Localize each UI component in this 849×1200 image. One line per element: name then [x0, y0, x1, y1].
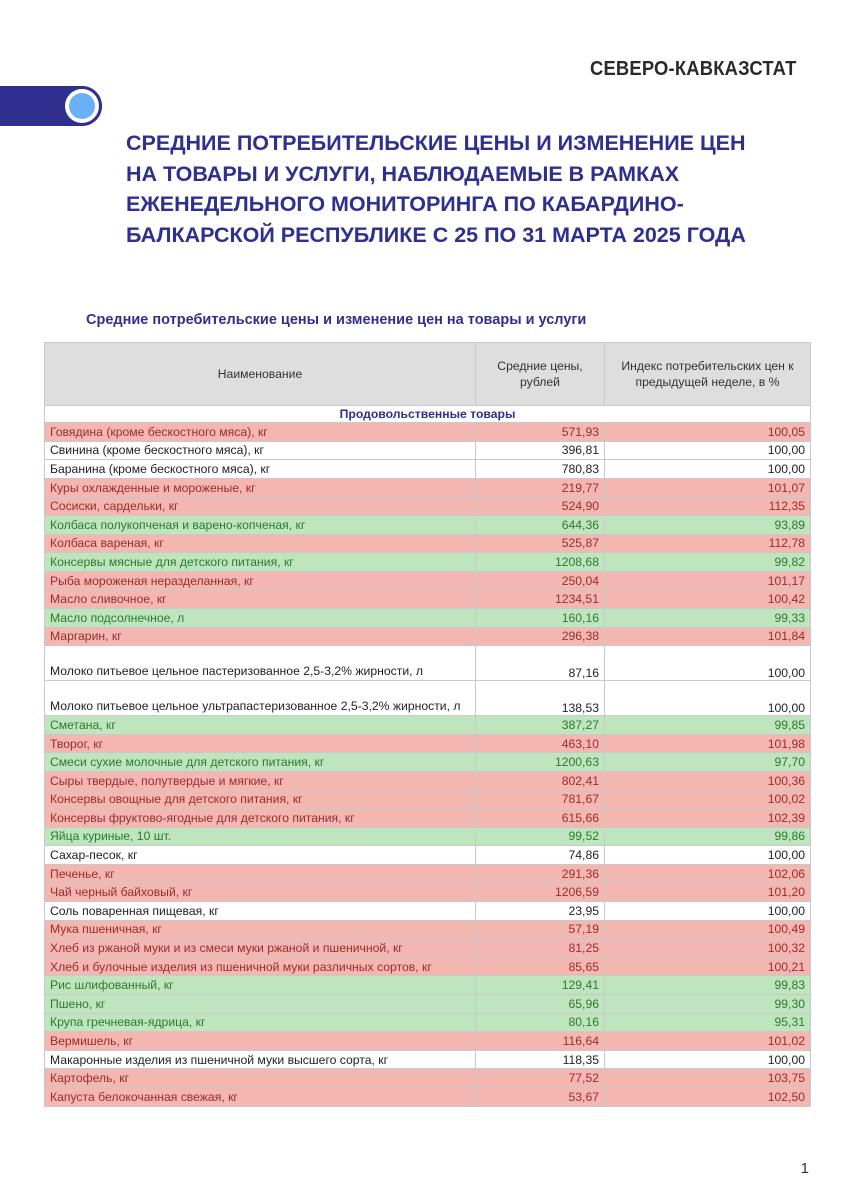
product-name: Сосиски, сардельки, кг: [45, 497, 476, 516]
product-name: Соль поваренная пищевая, кг: [45, 902, 476, 921]
table-row: [45, 681, 811, 716]
table-row: [45, 460, 811, 479]
document-title: СРЕДНИЕ ПОТРЕБИТЕЛЬСКИЕ ЦЕНЫ И ИЗМЕНЕНИЕ ЦЕН НА ТОВАРЫ И УСЛУГИ, НАБЛЮДАЕМЫЕ В РАМКАХ ЕЖЕНЕДЕЛЬНОГО МОНИТОРИНГА ПО КАБАРДИНО-БАЛКАРСКОЙ РЕСПУБЛИКЕ С 25 ПО 31 МАРТА 2025 ГОДА: [126, 131, 746, 247]
average-price: 1208,68: [476, 553, 605, 572]
price-index: 101,17: [605, 571, 811, 590]
price-index: 102,39: [605, 809, 811, 828]
average-price: 85,65: [476, 957, 605, 976]
table-row: [45, 753, 811, 772]
price-index: 100,42: [605, 590, 811, 609]
table-row: [45, 534, 811, 553]
product-name: Творог, кг: [45, 734, 476, 753]
table-row: [45, 608, 811, 627]
price-index: 99,83: [605, 976, 811, 995]
table-row: [45, 627, 811, 646]
product-name: Рис шлифованный, кг: [45, 976, 476, 995]
table-row: [45, 902, 811, 921]
average-price: 387,27: [476, 716, 605, 735]
product-name: Картофель, кг: [45, 1069, 476, 1088]
average-price: 524,90: [476, 497, 605, 516]
page-number: 1: [800, 1160, 809, 1177]
price-index: 101,02: [605, 1032, 811, 1051]
price-index: 99,82: [605, 553, 811, 572]
table-row: [45, 864, 811, 883]
table-row: [45, 809, 811, 828]
table-row: [45, 939, 811, 958]
average-price: 23,95: [476, 902, 605, 921]
product-name: Печенье, кг: [45, 864, 476, 883]
price-index: 100,05: [605, 423, 811, 442]
table-row: [45, 1013, 811, 1032]
price-index: 100,32: [605, 939, 811, 958]
product-name: Капуста белокочанная свежая, кг: [45, 1088, 476, 1107]
price-index: 112,35: [605, 497, 811, 516]
table-row: [45, 497, 811, 516]
price-index: 101,20: [605, 883, 811, 902]
average-price: 65,96: [476, 995, 605, 1014]
table-row: [45, 1088, 811, 1107]
table-row: [45, 553, 811, 572]
average-price: 160,16: [476, 608, 605, 627]
table-row: [45, 883, 811, 902]
price-index: 99,86: [605, 827, 811, 846]
product-name: Пшено, кг: [45, 995, 476, 1014]
table-row: [45, 423, 811, 442]
table-row: [45, 995, 811, 1014]
price-index: 100,00: [605, 846, 811, 865]
average-price: 525,87: [476, 534, 605, 553]
price-index: 100,00: [605, 1050, 811, 1069]
average-price: 99,52: [476, 827, 605, 846]
price-index: 101,07: [605, 478, 811, 497]
product-name: Чай черный байховый, кг: [45, 883, 476, 902]
average-price: 80,16: [476, 1013, 605, 1032]
table-row: [45, 441, 811, 460]
product-name: Маргарин, кг: [45, 627, 476, 646]
price-index: 100,36: [605, 771, 811, 790]
average-price: 1234,51: [476, 590, 605, 609]
product-name: Яйца куриные, 10 шт.: [45, 827, 476, 846]
price-index: 99,85: [605, 716, 811, 735]
product-name: Говядина (кроме бескостного мяса), кг: [45, 423, 476, 442]
price-index: 101,84: [605, 627, 811, 646]
average-price: 781,67: [476, 790, 605, 809]
price-index: 100,00: [605, 646, 811, 681]
price-index: 97,70: [605, 753, 811, 772]
brand-dot-icon: [69, 93, 95, 119]
average-price: 1206,59: [476, 883, 605, 902]
column-header-price: Средние цены, рублей: [476, 343, 605, 406]
table-row: [45, 771, 811, 790]
average-price: 802,41: [476, 771, 605, 790]
average-price: 77,52: [476, 1069, 605, 1088]
price-index: 99,33: [605, 608, 811, 627]
product-name: Рыба мороженая неразделанная, кг: [45, 571, 476, 590]
product-name: Масло сливочное, кг: [45, 590, 476, 609]
product-name: Свинина (кроме бескостного мяса), кг: [45, 441, 476, 460]
average-price: 129,41: [476, 976, 605, 995]
table-row: [45, 1050, 811, 1069]
price-index: 100,00: [605, 460, 811, 479]
price-index: 102,06: [605, 864, 811, 883]
product-name: Макаронные изделия из пшеничной муки высшего сорта, кг: [45, 1050, 476, 1069]
product-name: Крупа гречневая-ядрица, кг: [45, 1013, 476, 1032]
table-caption: Средние потребительские цены и изменение цен на товары и услуги: [86, 312, 587, 328]
price-index: 112,78: [605, 534, 811, 553]
price-index: 100,00: [605, 681, 811, 716]
organization-name: СЕВЕРО-КАВКАЗСТАТ: [590, 58, 797, 80]
table-row: [45, 976, 811, 995]
product-name: Сметана, кг: [45, 716, 476, 735]
average-price: 250,04: [476, 571, 605, 590]
table-row: [45, 790, 811, 809]
average-price: 644,36: [476, 515, 605, 534]
column-header-index: Индекс потребительских цен к предыдущей неделе, в %: [605, 343, 811, 406]
product-name: Вермишель, кг: [45, 1032, 476, 1051]
product-name: Консервы мясные для детского питания, кг: [45, 553, 476, 572]
product-name: Хлеб и булочные изделия из пшеничной муки различных сортов, кг: [45, 957, 476, 976]
table-row: [45, 957, 811, 976]
price-index: 100,49: [605, 920, 811, 939]
price-index: 93,89: [605, 515, 811, 534]
average-price: 53,67: [476, 1088, 605, 1107]
product-name: Баранина (кроме бескостного мяса), кг: [45, 460, 476, 479]
product-name: Молоко питьевое цельное пастеризованное 2,5-3,2% жирности, л: [45, 646, 476, 681]
product-name: Колбаса полукопченая и варено-копченая, кг: [45, 515, 476, 534]
price-index: 102,50: [605, 1088, 811, 1107]
average-price: 219,77: [476, 478, 605, 497]
table-header-row: [45, 343, 811, 406]
price-index: 103,75: [605, 1069, 811, 1088]
product-name: Колбаса вареная, кг: [45, 534, 476, 553]
table-row: [45, 920, 811, 939]
average-price: 74,86: [476, 846, 605, 865]
price-index: 100,02: [605, 790, 811, 809]
average-price: 57,19: [476, 920, 605, 939]
average-price: 291,36: [476, 864, 605, 883]
price-index: 100,21: [605, 957, 811, 976]
average-price: 116,64: [476, 1032, 605, 1051]
column-header-name: Наименование: [45, 343, 476, 406]
table-row: [45, 716, 811, 735]
section-title: Продовольственные товары: [45, 406, 811, 423]
product-name: Сахар-песок, кг: [45, 846, 476, 865]
product-name: Смеси сухие молочные для детского питания, кг: [45, 753, 476, 772]
average-price: 1200,63: [476, 753, 605, 772]
product-name: Куры охлажденные и мороженые, кг: [45, 478, 476, 497]
table-row: [45, 515, 811, 534]
table-row: [45, 1069, 811, 1088]
price-index: 100,00: [605, 902, 811, 921]
product-name: Консервы фруктово-ягодные для детского питания, кг: [45, 809, 476, 828]
average-price: 571,93: [476, 423, 605, 442]
average-price: 396,81: [476, 441, 605, 460]
price-index: 100,00: [605, 441, 811, 460]
table-row: [45, 846, 811, 865]
price-index: 99,30: [605, 995, 811, 1014]
average-price: 81,25: [476, 939, 605, 958]
price-index: 95,31: [605, 1013, 811, 1032]
table-row: [45, 646, 811, 681]
average-price: 780,83: [476, 460, 605, 479]
table-row: [45, 1032, 811, 1051]
product-name: Хлеб из ржаной муки и из смеси муки ржаной и пшеничной, кг: [45, 939, 476, 958]
table-row: [45, 734, 811, 753]
table-row: [45, 478, 811, 497]
product-name: Масло подсолнечное, л: [45, 608, 476, 627]
average-price: 118,35: [476, 1050, 605, 1069]
prices-table: [44, 342, 811, 1107]
average-price: 615,66: [476, 809, 605, 828]
product-name: Молоко питьевое цельное ультрапастеризованное 2,5-3,2% жирности, л: [45, 681, 476, 716]
average-price: 138,53: [476, 681, 605, 716]
average-price: 463,10: [476, 734, 605, 753]
product-name: Сыры твердые, полутвердые и мягкие, кг: [45, 771, 476, 790]
product-name: Мука пшеничная, кг: [45, 920, 476, 939]
table-row: [45, 590, 811, 609]
table-row: [45, 827, 811, 846]
average-price: 296,38: [476, 627, 605, 646]
section-row: [45, 406, 811, 423]
table-row: [45, 571, 811, 590]
product-name: Консервы овощные для детского питания, кг: [45, 790, 476, 809]
price-index: 101,98: [605, 734, 811, 753]
average-price: 87,16: [476, 646, 605, 681]
